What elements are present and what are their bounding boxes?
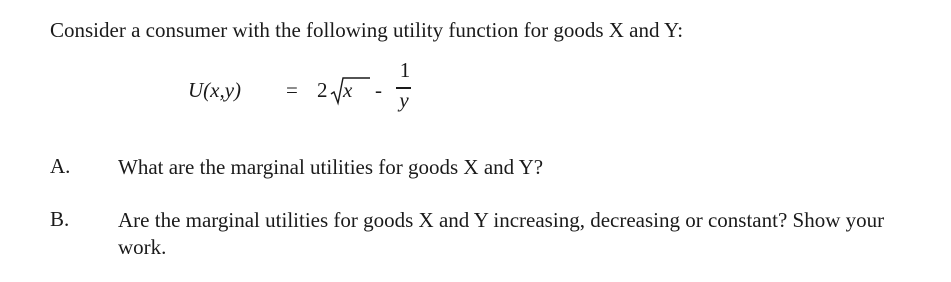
fraction-numerator: 1: [399, 58, 411, 82]
formula-radicand: x: [343, 78, 353, 102]
question-b-text: Are the marginal utilities for goods X and Y increasing, decreasing or constant? Show your work.: [118, 208, 885, 259]
formula-arguments: (x,y): [203, 78, 242, 102]
fraction-denominator: y: [399, 88, 409, 112]
formula-function-name: U: [188, 78, 204, 102]
formula-equals: =: [286, 78, 298, 102]
formula-fraction: [395, 58, 413, 122]
problem-intro: Consider a consumer with the following utility function for goods X and Y:: [50, 18, 684, 42]
question-b-letter: B.: [50, 207, 70, 231]
question-a-letter: A.: [50, 154, 71, 178]
question-a-text: What are the marginal utilities for goods X and Y?: [118, 155, 544, 179]
formula-coefficient: 2: [317, 78, 328, 102]
formula-minus: -: [375, 78, 382, 102]
formula-lhs: [188, 78, 241, 103]
